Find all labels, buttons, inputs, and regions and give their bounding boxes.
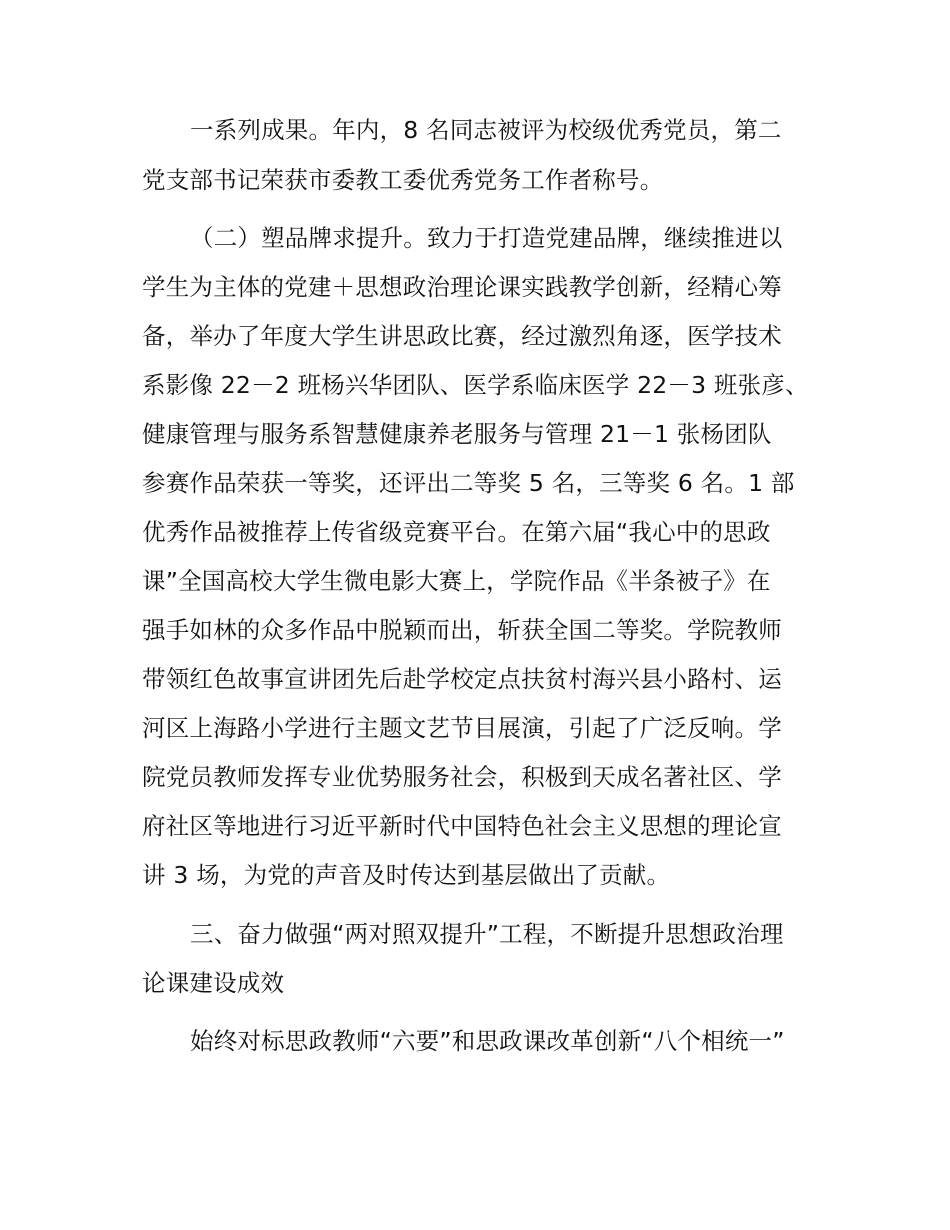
text-line: 健康管理与服务系智慧健康养老服务与管理 21－1 张杨团队 bbox=[142, 420, 772, 448]
text-line: 党支部书记荣获市委教工委优秀党务工作者称号。 bbox=[142, 166, 664, 194]
section-heading-line: 论课建设成效 bbox=[142, 969, 285, 997]
text-line: 优秀作品被推荐上传省级竞赛平台。在第六届“我心中的思政 bbox=[142, 518, 771, 546]
text-line: 一系列成果。年内，8 名同志被评为校级优秀党员，第二 bbox=[190, 116, 782, 144]
text-line: 强手如林的众多作品中脱颖而出，斩获全国二等奖。学院教师 bbox=[142, 616, 782, 644]
text-line: 始终对标思政教师“六要”和思政课改革创新“八个相统一” bbox=[190, 1027, 785, 1055]
text-line: 讲 3 场，为党的声音及时传达到基层做出了贡献。 bbox=[142, 861, 671, 889]
text-line: 学生为主体的党建＋思想政治理论课实践教学创新，经精心筹 bbox=[142, 273, 782, 301]
section-heading-line: （二）塑品牌求提升。致力于打造党建品牌，继续推进以 bbox=[190, 224, 783, 252]
section-heading-line: 三、奋力做强“两对照双提升”工程，不断提升思想政治理 bbox=[190, 920, 784, 948]
text-line: 府社区等地进行习近平新时代中国特色社会主义思想的理论宣 bbox=[142, 812, 782, 840]
text-line: 河区上海路小学进行主题文艺节目展演，引起了广泛反响。学 bbox=[142, 714, 782, 742]
text-line: 备，举办了年度大学生讲思政比赛，经过激烈角逐，医学技术 bbox=[142, 322, 782, 350]
text-line: 参赛作品荣获一等奖，还评出二等奖 5 名，三等奖 6 名。1 部 bbox=[142, 469, 795, 497]
text-line: 课”全国高校大学生微电影大赛上，学院作品《半条被子》在 bbox=[142, 567, 771, 595]
text-line: 院党员教师发挥专业优势服务社会，积极到天成名著社区、学 bbox=[142, 763, 782, 791]
text-line: 系影像 22－2 班杨兴华团队、医学系临床医学 22－3 班张彦、 bbox=[142, 371, 809, 399]
text-line: 带领红色故事宣讲团先后赴学校定点扶贫村海兴县小路村、运 bbox=[142, 665, 782, 693]
